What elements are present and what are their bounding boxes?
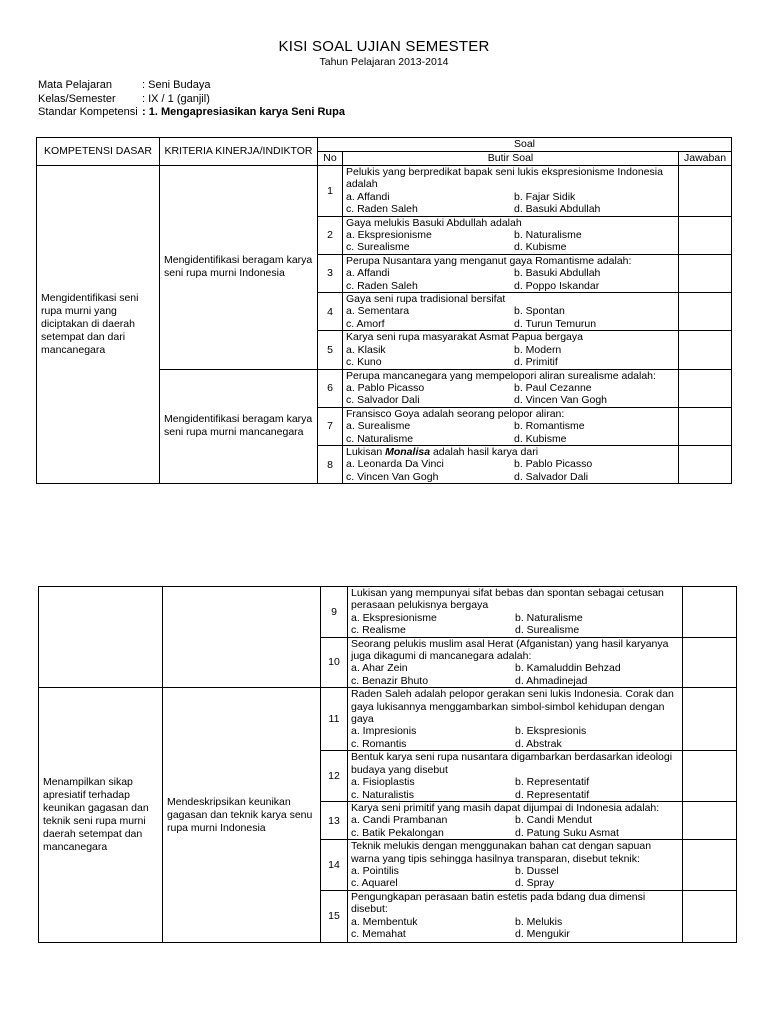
kompetensi-cell-empty (39, 587, 163, 688)
option-a: a. Ekspresionisme (351, 611, 437, 624)
option-b: b. Modern (514, 343, 562, 356)
answer-cell[interactable] (679, 216, 732, 254)
document-meta (38, 79, 345, 120)
question-cell (343, 369, 679, 407)
option-c: c. Salvador Dali (346, 394, 420, 407)
question-text: Gaya seni rupa tradisional bersifat (346, 293, 506, 306)
question-text: Pelukis yang berpredikat bapak seni lukis ekspresionisme Indonesia adalah (346, 166, 663, 191)
option-c: c. Memahat (351, 927, 406, 940)
question-text: Raden Saleh adalah pelopor gerakan seni lukis Indonesia. Corak dan gaya lukisannya menggambarkan simbol-simbol kehidupan dengan gaya (351, 688, 674, 726)
meta-label: Standar Kompetensi (38, 106, 138, 118)
option-b: b. Melukis (515, 915, 563, 928)
option-c: c. Amorf (346, 317, 385, 330)
header-soal: Soal (318, 138, 732, 152)
option-d: d. Kubisme (514, 432, 567, 445)
answer-cell[interactable] (683, 890, 737, 942)
meta-row-subject (38, 79, 345, 93)
indikator-cell: Mengidentifikasi beragam karya seni rupa murni mancanegara (160, 369, 318, 484)
option-b: b. Pablo Picasso (514, 458, 593, 471)
option-b: b. Basuki Abdullah (514, 267, 601, 280)
option-d: d. Turun Temurun (514, 317, 597, 330)
indikator-cell: Mengidentifikasi beragam karya seni rupa murni Indonesia (160, 166, 318, 370)
question-cell (348, 890, 683, 942)
question-cell (343, 331, 679, 369)
header-jawaban: Jawaban (679, 152, 732, 166)
answer-cell[interactable] (679, 369, 732, 407)
option-c: c. Surealisme (346, 241, 410, 254)
option-b: b. Kamaluddin Behzad (515, 662, 621, 675)
option-a: a. Leonarda Da Vinci (346, 458, 444, 471)
question-number: 5 (318, 331, 343, 369)
option-a: a. Surealisme (346, 420, 411, 433)
question-text-pre: Lukisan (346, 445, 386, 458)
option-d: d. Abstrak (515, 737, 562, 750)
option-d: d. Salvador Dali (514, 470, 589, 483)
meta-row-standard (38, 106, 345, 120)
option-b: b. Ekspresionis (515, 725, 587, 738)
question-grid-table (36, 137, 732, 484)
option-a: a. Klasik (346, 343, 386, 356)
header-kompetensi: KOMPETENSI DASAR (37, 138, 160, 166)
meta-value: : 1. Mengapresiasikan karya Seni Rupa (142, 106, 345, 118)
option-c: c. Naturalisme (346, 432, 414, 445)
option-d: d. Kubisme (514, 241, 567, 254)
option-d: d. Spray (515, 877, 555, 890)
option-d: d. Representatif (515, 788, 590, 801)
answer-cell[interactable] (679, 254, 732, 292)
question-text: Fransisco Goya adalah seorang pelopor aliran: (346, 407, 565, 420)
option-a: a. Membentuk (351, 915, 418, 928)
question-text: Teknik melukis dengan menggunakan bahan cat dengan sapuan warna yang tipis sehingga hasilnya transparan, disebut teknik: (351, 840, 652, 865)
option-d: d. Patung Suku Asmat (515, 826, 619, 839)
question-cell (343, 254, 679, 292)
option-b: b. Candi Mendut (515, 814, 593, 827)
question-text: Pengungkapan perasaan batin estetis pada bdang dua dimensi disebut: (351, 890, 646, 916)
option-c: c. Naturalistis (351, 788, 415, 801)
option-a: a. Fisioplastis (351, 776, 415, 789)
option-a: a. Impresionis (351, 725, 417, 738)
option-b: b. Naturalisme (515, 611, 583, 624)
option-c: c. Raden Saleh (346, 279, 418, 292)
header-kriteria: KRITERIA KINERJA/INDIKTOR (160, 138, 318, 166)
answer-cell[interactable] (679, 407, 732, 445)
option-b: b. Spontan (514, 305, 565, 318)
question-cell (343, 407, 679, 445)
question-text (346, 446, 675, 458)
option-b: b. Representatif (515, 776, 590, 789)
question-number: 7 (318, 407, 343, 445)
answer-cell[interactable] (683, 801, 737, 839)
page-subtitle: Tahun Pelajaran 2013-2014 (319, 56, 449, 68)
question-cell (348, 587, 683, 638)
answer-cell[interactable] (679, 445, 732, 483)
option-d: d. Mengukir (515, 927, 570, 940)
option-c: c. Batik Pekalongan (351, 826, 444, 839)
question-text-post: adalah hasil karya dari (430, 445, 539, 458)
page-title: KISI SOAL UJIAN SEMESTER (278, 38, 490, 55)
option-a: a. Affandi (346, 267, 390, 280)
option-a: a. Ahar Zein (351, 662, 408, 675)
option-c: c. Aquarel (351, 877, 398, 890)
option-d: d. Ahmadinejad (515, 674, 588, 687)
answer-cell[interactable] (683, 587, 737, 638)
question-text: Karya seni rupa masyarakat Asmat Papua bergaya (346, 331, 583, 344)
option-b: b. Dussel (515, 864, 559, 877)
indikator-cell-empty (163, 587, 321, 688)
question-cell (343, 216, 679, 254)
question-number: 2 (318, 216, 343, 254)
kompetensi-cell: Mengidentifikasi seni rupa murni yang diciptakan di daerah setempat dan dari mancanegara (37, 166, 160, 484)
question-cell (348, 637, 683, 688)
question-text: Perupa mancanegara yang mempelopori aliran surealisme adalah: (346, 369, 656, 382)
option-c: c. Benazir Bhuto (351, 674, 429, 687)
question-text: Seorang pelukis muslim asal Herat (Afganistan) yang hasil karyanya juga dikagumi di mancanegara adalah: (351, 637, 669, 663)
option-a: a. Pointilis (351, 864, 399, 877)
answer-cell[interactable] (679, 293, 732, 331)
question-cell (348, 801, 683, 839)
option-b: b. Naturalisme (514, 229, 582, 242)
table-row (39, 587, 737, 638)
option-c: c. Realisme (351, 624, 406, 637)
meta-label: Kelas/Semester (38, 92, 116, 105)
header-no: No (318, 152, 343, 166)
option-a: a. Pablo Picasso (346, 381, 425, 394)
option-b: b. Fajar Sidik (514, 190, 576, 203)
question-number: 4 (318, 293, 343, 331)
question-cell (343, 293, 679, 331)
header-butir-soal: Butir Soal (343, 152, 679, 166)
option-c: c. Vincen Van Gogh (346, 470, 439, 483)
answer-cell[interactable] (683, 637, 737, 688)
question-number: 9 (321, 587, 348, 638)
question-cell (343, 445, 679, 483)
answer-cell[interactable] (679, 331, 732, 369)
question-cell (348, 751, 683, 802)
question-text: Bentuk karya seni rupa nusantara digambarkan berdasarkan ideologi budaya yang disebut (351, 751, 673, 776)
question-grid-table-continued (38, 586, 737, 943)
option-d: d. Vincen Van Gogh (514, 394, 608, 407)
question-number: 14 (321, 840, 348, 891)
question-text: Gaya melukis Basuki Abdullah adalah (346, 216, 522, 229)
table-row (39, 688, 737, 751)
indikator-cell: Mendeskripsikan keunikan gagasan dan teknik karya senu rupa murni Indonesia (163, 688, 321, 943)
kompetensi-cell: Menampilkan sikap apresiatif terhadap keunikan gagasan dan teknik seni rupa murni daerah setempat dan mancanegara (39, 688, 163, 943)
answer-cell[interactable] (683, 840, 737, 891)
table-row (37, 166, 732, 217)
meta-label: Mata Pelajaran (38, 79, 112, 91)
option-a: a. Affandi (346, 190, 390, 203)
question-text: Lukisan yang mempunyai sifat bebas dan spontan sebagai cetusan perasaan pelukisnya bergaya (351, 587, 664, 612)
option-a: a. Ekspresionisme (346, 229, 432, 242)
meta-value: : Seni Budaya (142, 79, 211, 91)
option-a: a. Sementara (346, 305, 410, 318)
question-number: 11 (321, 688, 348, 751)
question-number: 1 (318, 166, 343, 217)
meta-value: : IX / 1 (ganjil) (142, 92, 210, 105)
question-number: 10 (321, 637, 348, 688)
option-c: c. Raden Saleh (346, 203, 418, 216)
question-cell (343, 166, 679, 217)
question-cell (348, 688, 683, 751)
option-c: c. Romantis (351, 737, 407, 750)
question-number: 6 (318, 369, 343, 407)
option-b: b. Paul Cezanne (514, 381, 592, 394)
option-d: d. Primitif (514, 356, 558, 369)
question-number: 13 (321, 801, 348, 839)
meta-row-class (38, 93, 345, 107)
question-number: 3 (318, 254, 343, 292)
option-b: b. Romantisme (514, 420, 585, 433)
question-text: Perupa Nusantara yang menganut gaya Romantisme adalah: (346, 254, 632, 267)
answer-cell[interactable] (683, 751, 737, 802)
option-d: d. Basuki Abdullah (514, 203, 601, 216)
answer-cell[interactable] (679, 166, 732, 217)
option-a: a. Candi Prambanan (351, 814, 448, 827)
option-c: c. Kuno (346, 356, 382, 369)
option-d: d. Poppo Iskandar (514, 279, 600, 292)
option-d: d. Surealisme (515, 624, 580, 637)
question-number: 8 (318, 445, 343, 483)
question-number: 15 (321, 890, 348, 942)
question-text: Karya seni primitif yang masih dapat dijumpai di Indonesia adalah: (351, 801, 660, 814)
question-cell (348, 840, 683, 891)
answer-cell[interactable] (683, 688, 737, 751)
question-number: 12 (321, 751, 348, 802)
artwork-title: Monalisa (385, 445, 431, 458)
